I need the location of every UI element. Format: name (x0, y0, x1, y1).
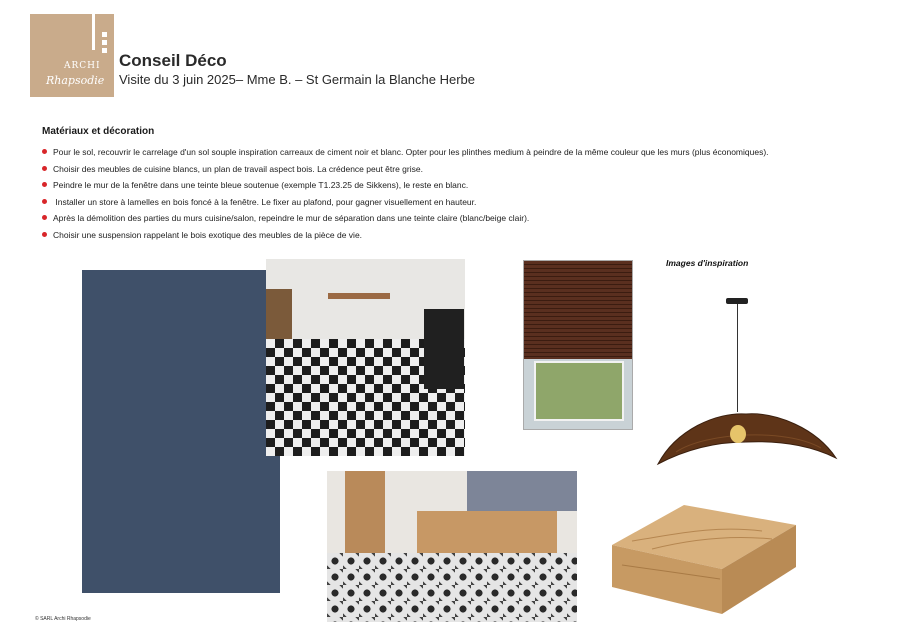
logo-square (102, 32, 107, 37)
logo-bar (92, 14, 95, 50)
lamp-cord (737, 304, 738, 412)
list-item (42, 227, 769, 244)
logo-square (102, 48, 107, 53)
logo-square (102, 40, 107, 45)
bullet-icon (42, 166, 47, 171)
list-item-text: Installer un store à lamelles en bois foncé à la fenêtre. Le fixer au plafond, pour gagner visuellement en hauteur. (53, 196, 477, 207)
blue-paint-swatch (82, 270, 280, 593)
wood-blind-photo (523, 260, 633, 430)
list-item (42, 210, 769, 227)
bullet-icon (42, 182, 47, 187)
list-item (42, 144, 769, 161)
recommendations-list (42, 144, 769, 244)
list-item-text: Choisir une suspension rappelant le bois exotique des meubles de la pièce de vie. (53, 229, 363, 240)
page-title: Conseil Déco (119, 51, 227, 70)
bullet-icon (42, 149, 47, 154)
copyright-footer: © SARL Archi Rhapsodie (35, 616, 91, 622)
kitchen-photo (327, 471, 577, 622)
window-glass (534, 361, 624, 421)
section-title: Matériaux et décoration (42, 126, 155, 137)
list-item (42, 194, 769, 211)
pendant-lamp-shade (656, 400, 838, 470)
bullet-icon (42, 215, 47, 220)
list-item (42, 161, 769, 178)
wood-worktop-photo (612, 505, 796, 614)
list-item-text: Peindre le mur de la fenêtre dans une teinte bleue soutenue (exemple T1.23.25 de Sikkens), le reste en blanc. (53, 180, 469, 191)
lamp-bulb (730, 425, 746, 443)
company-logo (30, 14, 114, 97)
logo-word-rhapsodie: Rhapsodie (46, 74, 105, 87)
page-subtitle: Visite du 3 juin 2025– Mme B. – St Germain la Blanche Herbe (119, 72, 476, 87)
logo-word-archi: ARCHI (64, 61, 101, 71)
blind-slats (524, 261, 633, 359)
list-item-text: Choisir des meubles de cuisine blancs, un plan de travail aspect bois. La crédence peut être grise. (53, 163, 423, 174)
bullet-icon (42, 199, 47, 204)
list-item-text: Pour le sol, recouvrir le carrelage d'un sol souple inspiration carreaux de ciment noir et blanc. Opter pour les plinthes medium à peindre de la même couleur que les murs (plus économiques). (53, 147, 769, 157)
photo-black-cabinet (424, 309, 464, 389)
bullet-icon (42, 232, 47, 237)
photo-grey-wall (467, 471, 577, 511)
photo-wood-door (345, 471, 385, 561)
photo-desk (328, 293, 390, 299)
photo-star-tile-floor (327, 553, 577, 622)
inspiration-label: Images d'inspiration (666, 258, 749, 268)
list-item (42, 177, 769, 194)
cement-tile-floor-photo (266, 259, 465, 456)
list-item-text: Après la démolition des parties du murs cuisine/salon, repeindre le mur de séparation dans une teinte claire (blanc/beige clair). (53, 213, 530, 224)
